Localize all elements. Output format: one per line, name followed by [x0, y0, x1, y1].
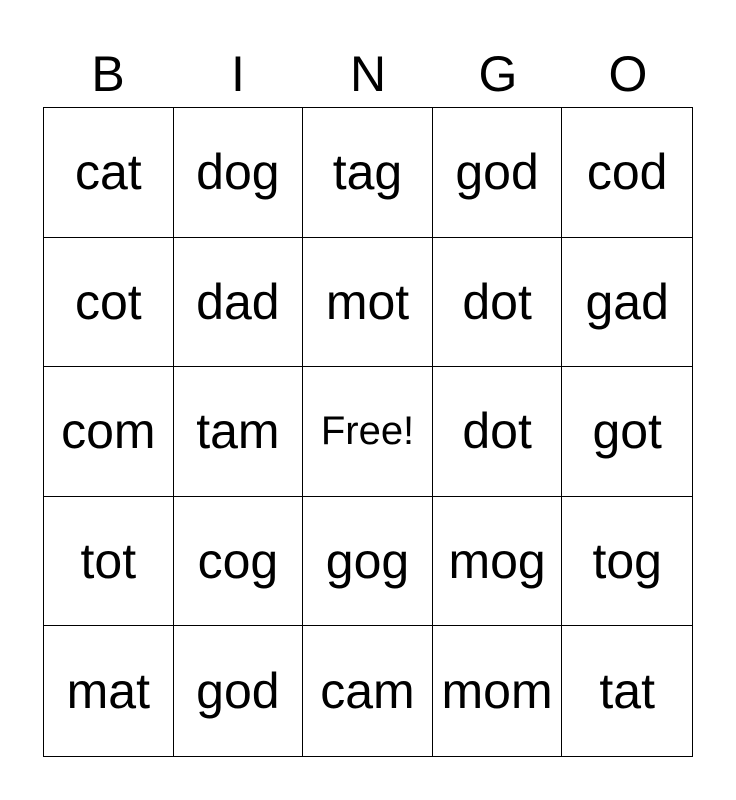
header-letter-b: B [91, 46, 125, 102]
bingo-cell[interactable]: dad [174, 238, 304, 368]
bingo-cell[interactable]: gog [303, 497, 433, 627]
bingo-cell[interactable]: dot [433, 238, 563, 368]
bingo-cell[interactable]: tot [44, 497, 174, 627]
bingo-cell[interactable]: cog [174, 497, 304, 627]
bingo-cell[interactable]: mog [433, 497, 563, 627]
header-letter-g: G [478, 46, 518, 102]
bingo-cell[interactable]: god [174, 626, 304, 756]
bingo-cell[interactable]: tam [174, 367, 304, 497]
bingo-cell[interactable]: com [44, 367, 174, 497]
bingo-cell[interactable]: tog [562, 497, 692, 627]
bingo-cell[interactable]: got [562, 367, 692, 497]
header-letter-o: O [608, 46, 648, 102]
bingo-cell[interactable]: dot [433, 367, 563, 497]
bingo-cell[interactable]: god [433, 108, 563, 238]
bingo-cell[interactable]: cat [44, 108, 174, 238]
bingo-cell[interactable]: mot [303, 238, 433, 368]
header-letter-i: I [231, 46, 245, 102]
bingo-cell[interactable]: mat [44, 626, 174, 756]
bingo-cell[interactable]: tag [303, 108, 433, 238]
bingo-cell[interactable]: dog [174, 108, 304, 238]
bingo-cell[interactable]: tat [599, 663, 655, 720]
free-space-cell[interactable]: Free! [303, 367, 433, 497]
header-letter-n: N [349, 46, 387, 102]
bingo-cell[interactable]: cod [562, 108, 692, 238]
bingo-cell[interactable]: cot [44, 238, 174, 368]
bingo-cell[interactable]: mom [433, 626, 563, 756]
bingo-cell[interactable]: gad [562, 238, 692, 368]
bingo-card [43, 0, 693, 757]
bingo-header [43, 0, 693, 107]
bingo-cell[interactable]: cam [303, 626, 433, 756]
bingo-grid [43, 107, 693, 757]
